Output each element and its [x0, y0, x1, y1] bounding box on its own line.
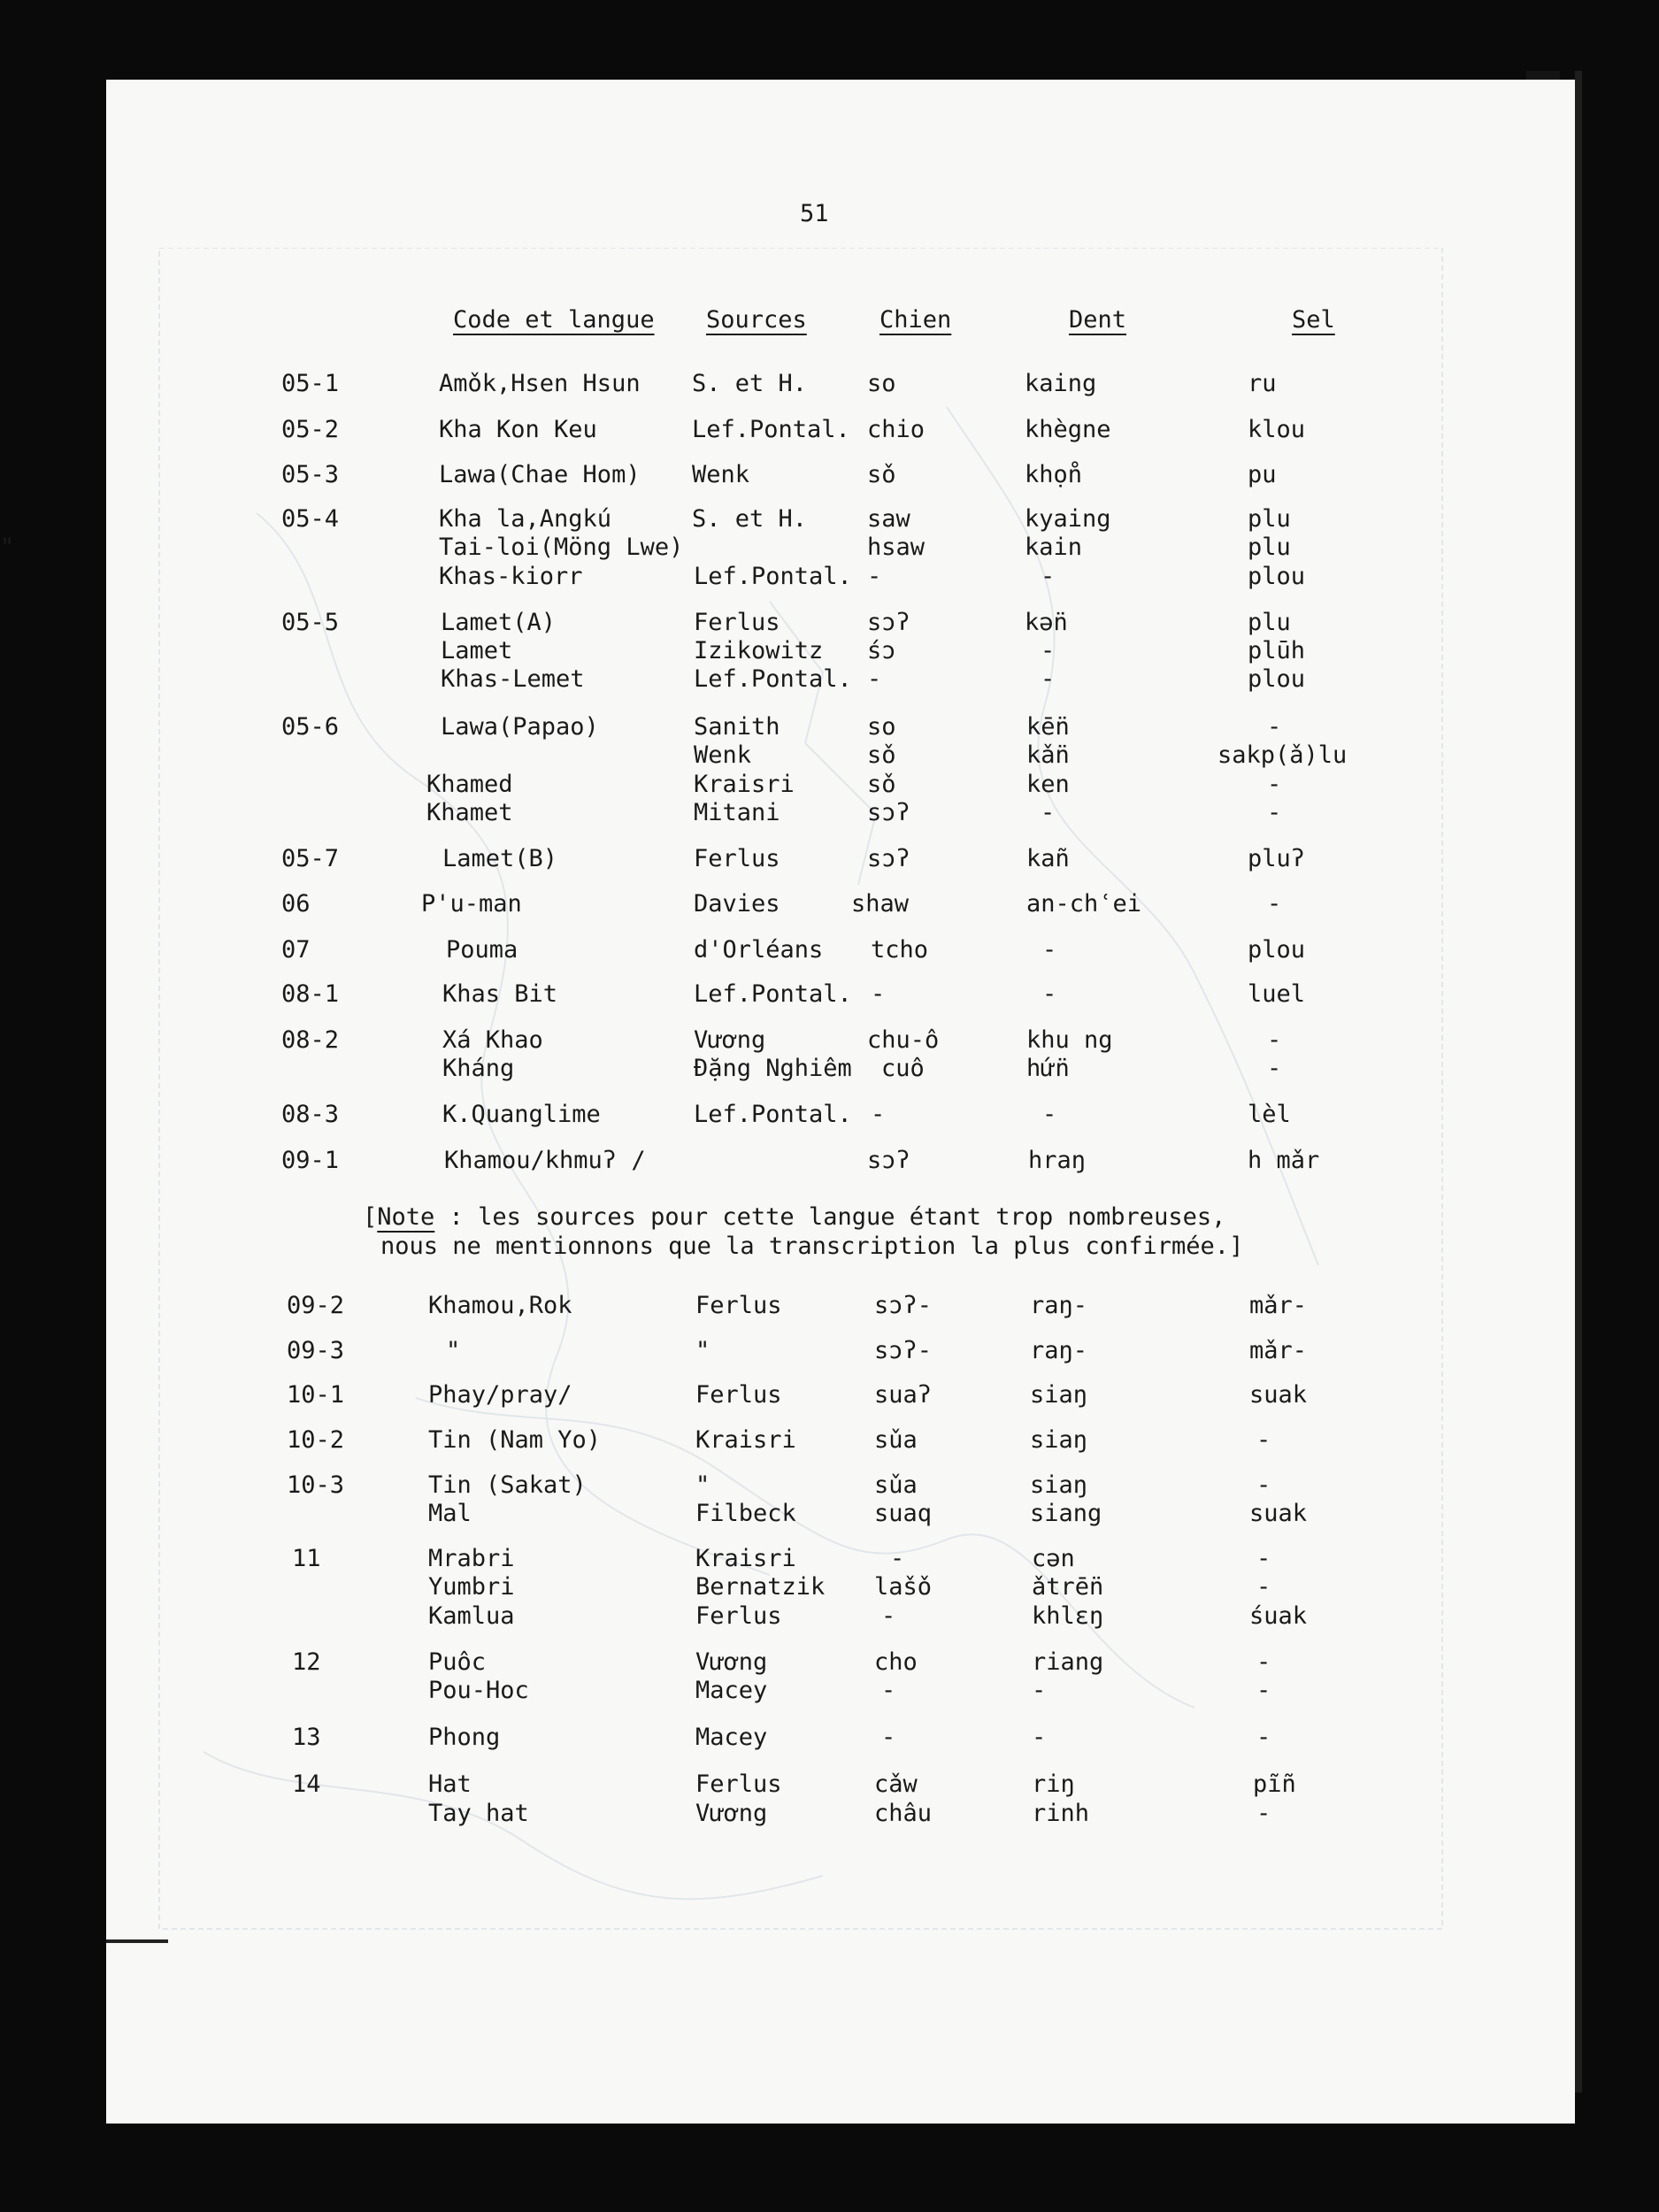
cell-dent: kyaing: [1025, 505, 1111, 533]
cell-lang: Mrabri: [428, 1545, 515, 1572]
cell-sel: -: [1267, 713, 1282, 741]
cell-chien: so: [867, 713, 896, 741]
note-line-1: [363, 1205, 1225, 1229]
cell-chien: saw: [867, 505, 910, 533]
cell-lang: Pou-Hoc: [428, 1677, 529, 1704]
cell-chien: sɔʔ: [867, 609, 910, 636]
cell-code: 08-2: [281, 1026, 340, 1054]
header-dent: Dent: [1069, 306, 1127, 334]
cell-sel: plou: [1248, 563, 1306, 590]
cell-sel: -: [1267, 1055, 1282, 1082]
note-line-2: nous ne mentionnons que la transcription la plus confirmée.]: [380, 1233, 1244, 1260]
cell-dent: siaŋ: [1030, 1471, 1088, 1499]
cell-source: Ferlus: [695, 1381, 782, 1409]
cell-sel: mǎr-: [1249, 1337, 1308, 1364]
note-label: Note: [377, 1203, 435, 1231]
cell-sel: -: [1256, 1426, 1271, 1454]
cell-sel: sakp(ǎ)lu: [1217, 741, 1348, 769]
cell-sel: plou: [1248, 665, 1306, 693]
cell-lang: Tin (Sakat): [428, 1471, 587, 1499]
note-text-1: : les sources pour cette langue étant trop nombreuses,: [434, 1203, 1226, 1231]
cell-source: ": [695, 1471, 710, 1499]
cell-code: 10-3: [287, 1471, 345, 1499]
header-sel: Sel: [1292, 306, 1335, 334]
cell-sel: -: [1256, 1677, 1271, 1704]
cell-source: Wenk: [694, 741, 752, 769]
cell-dent: -: [1032, 1724, 1047, 1751]
cell-lang: Khamet: [426, 799, 513, 826]
cell-code: 05-7: [281, 845, 340, 872]
cell-lang: Lamet(B): [442, 845, 558, 872]
cell-lang: Khas Bit: [442, 980, 558, 1008]
cell-chien: -: [867, 665, 882, 693]
cell-lang: Lamet: [441, 637, 513, 664]
cell-chien: so: [867, 370, 896, 397]
cell-sel: -: [1267, 890, 1282, 918]
cell-code: 08-1: [281, 980, 340, 1008]
cell-lang: Kháng: [442, 1055, 515, 1082]
cell-sel: -: [1267, 799, 1282, 826]
cell-source: Đặng Nghiêm: [694, 1055, 852, 1082]
cell-chien: sǒ: [867, 461, 896, 488]
cell-dent: siaŋ: [1030, 1426, 1088, 1454]
cell-source: d'Orléans: [694, 936, 824, 964]
cell-code: 05-1: [281, 370, 340, 397]
cell-source: Vương: [695, 1648, 768, 1676]
cell-chien: chio: [867, 416, 926, 443]
cell-chien: sɔʔ: [867, 845, 910, 872]
cell-source: Lef.Pontal.: [694, 980, 852, 1008]
cell-chien: cho: [874, 1648, 918, 1676]
cell-sel: plu: [1248, 609, 1291, 636]
cell-chien: tcho: [871, 936, 929, 964]
cell-sel: -: [1267, 771, 1282, 798]
cell-dent: khu ng: [1026, 1026, 1113, 1054]
cell-dent: ǎtrēn̈: [1032, 1573, 1104, 1601]
cell-lang: Hat: [428, 1770, 472, 1798]
cell-source: S. et H.: [692, 505, 808, 533]
cell-lang: Lamet(A): [441, 609, 557, 636]
cell-sel: pluʔ: [1248, 845, 1306, 872]
cell-chien: sǔa: [874, 1426, 918, 1454]
cell-chien: suaq: [874, 1500, 933, 1527]
cell-lang: Kha Kon Keu: [439, 416, 597, 443]
cell-source: Izikowitz: [694, 637, 824, 664]
cell-lang: Tai-loi(Möng Lwe): [439, 534, 684, 561]
cell-code: 05-6: [281, 713, 340, 741]
cell-lang: Yumbri: [428, 1573, 515, 1601]
cell-sel: -: [1256, 1724, 1271, 1751]
cell-chien: -: [871, 1101, 886, 1128]
cell-lang: Tay hat: [428, 1800, 529, 1827]
cell-lang: Khamou/khmuʔ /: [444, 1147, 646, 1174]
cell-source: Mitani: [694, 799, 780, 826]
cell-source: Vương: [694, 1026, 766, 1054]
cell-dent: raŋ-: [1030, 1292, 1088, 1319]
cell-lang: K.Quanglime: [442, 1101, 601, 1128]
cell-dent: -: [1042, 980, 1057, 1008]
cell-lang: Amǒk,Hsen Hsun: [439, 370, 641, 397]
page-number: 51: [800, 200, 829, 227]
cell-lang: Mal: [428, 1500, 472, 1527]
cell-sel: pĩñ: [1253, 1770, 1296, 1798]
cell-dent: raŋ-: [1030, 1337, 1088, 1364]
cell-sel: -: [1256, 1471, 1271, 1499]
cell-code: 10-1: [287, 1381, 345, 1409]
header-code-langue: Code et langue: [453, 306, 655, 334]
cell-sel: -: [1256, 1800, 1271, 1827]
cell-dent: khègne: [1025, 416, 1111, 443]
cell-sel: pu: [1248, 461, 1277, 488]
cell-chien: sɔʔ: [867, 799, 910, 826]
cell-code: 06: [281, 890, 311, 918]
book-edge: [1575, 71, 1582, 2093]
cell-sel: plūh: [1248, 637, 1306, 664]
cell-dent: kañ: [1026, 845, 1070, 872]
cell-sel: plu: [1248, 534, 1291, 561]
cell-chien: shaw: [851, 890, 910, 918]
cell-lang: Puôc: [428, 1648, 487, 1676]
cell-chien: -: [867, 563, 882, 590]
cell-dent: -: [1041, 665, 1056, 693]
cell-code: 05-4: [281, 505, 340, 533]
cell-sel: -: [1256, 1545, 1271, 1572]
cell-chien: -: [871, 980, 886, 1008]
cell-sel: plou: [1248, 936, 1306, 964]
cell-source: Vương: [695, 1800, 768, 1827]
cell-lang: Khas-kiorr: [439, 563, 583, 590]
cell-chien: cǎw: [874, 1770, 918, 1798]
cell-code: 08-3: [281, 1101, 340, 1128]
cell-lang: P'u-man: [421, 890, 522, 918]
cell-dent: siang: [1030, 1500, 1102, 1527]
cell-dent: -: [1041, 799, 1056, 826]
cell-sel: h mǎr: [1248, 1147, 1320, 1174]
cell-source: Sanith: [694, 713, 780, 741]
cell-code: 05-5: [281, 609, 340, 636]
margin-mark: [106, 1939, 168, 1943]
cell-chien: sǔa: [874, 1471, 918, 1499]
cell-chien: suaʔ: [874, 1381, 933, 1409]
cell-source: Macey: [695, 1677, 768, 1704]
cell-lang: Khamed: [426, 771, 513, 798]
cell-chien: sǒ: [867, 741, 896, 769]
cell-lang: Khamou,Rok: [428, 1292, 572, 1319]
cell-code: 05-3: [281, 461, 340, 488]
cell-code: 09-3: [287, 1337, 345, 1364]
cell-sel: klou: [1248, 416, 1306, 443]
cell-source: Lef.Pontal.: [694, 1101, 852, 1128]
cell-lang: Lawa(Papao): [441, 713, 599, 741]
cell-dent: hraŋ: [1028, 1147, 1087, 1174]
cell-sel: suak: [1249, 1500, 1308, 1527]
cell-sel: suak: [1249, 1381, 1308, 1409]
cell-dent: -: [1042, 1101, 1057, 1128]
cell-source: Ferlus: [694, 609, 780, 636]
cell-lang: ": [446, 1337, 461, 1364]
cell-source: Ferlus: [695, 1292, 782, 1319]
cell-dent: khọn̊: [1025, 461, 1083, 488]
cell-lang: Xá Khao: [442, 1026, 543, 1054]
cell-source: Lef.Pontal.: [694, 563, 852, 590]
header-sources: Sources: [706, 306, 807, 334]
cell-sel: luel: [1248, 980, 1306, 1008]
cell-source: Ferlus: [694, 845, 780, 872]
cell-source: Ferlus: [695, 1770, 782, 1798]
cell-chien: -: [881, 1724, 896, 1751]
cell-source: Ferlus: [695, 1602, 782, 1630]
cell-dent: kən̈: [1025, 609, 1068, 636]
cell-dent: hứn̈: [1026, 1055, 1070, 1082]
cell-chien: sɔʔ-: [874, 1292, 933, 1319]
cell-code: 09-2: [287, 1292, 345, 1319]
cell-dent: an-chʿei: [1026, 890, 1142, 918]
cell-dent: -: [1041, 637, 1056, 664]
cell-source: Lef.Pontal.: [694, 665, 852, 693]
cell-lang: Tin (Nam Yo): [428, 1426, 602, 1454]
cell-sel: lèl: [1248, 1101, 1291, 1128]
note-bracket: [: [363, 1203, 378, 1231]
cell-lang: Pouma: [446, 936, 518, 964]
cell-chien: -: [881, 1602, 896, 1630]
cell-lang: Khas-Lemet: [441, 665, 585, 693]
cell-sel: -: [1256, 1648, 1271, 1676]
cell-chien: cuô: [881, 1055, 925, 1082]
cell-dent: siaŋ: [1030, 1381, 1088, 1409]
cell-dent: ken: [1026, 771, 1070, 798]
cell-code: 14: [292, 1770, 321, 1798]
cell-dent: kaing: [1025, 370, 1097, 397]
cell-source: Filbeck: [695, 1500, 796, 1527]
cell-sel: plu: [1248, 505, 1291, 533]
cell-code: 12: [292, 1648, 321, 1676]
cell-dent: -: [1032, 1677, 1047, 1704]
cell-lang: Phay/pray/: [428, 1381, 572, 1409]
cell-sel: ru: [1248, 370, 1277, 397]
cell-source: Davies: [694, 890, 780, 918]
cell-code: 10-2: [287, 1426, 345, 1454]
cell-chien: -: [890, 1545, 905, 1572]
cell-dent: rinh: [1032, 1800, 1090, 1827]
cell-chien: sɔʔ-: [874, 1337, 933, 1364]
cell-chien: sɔʔ: [867, 1147, 910, 1174]
cell-source: ": [695, 1337, 710, 1364]
cell-sel: -: [1256, 1573, 1271, 1601]
cell-chien: sǒ: [867, 771, 896, 798]
cell-source: Kraisri: [695, 1545, 796, 1572]
cell-lang: Kha la,Angkú: [439, 505, 612, 533]
cell-sel: mǎr-: [1249, 1292, 1308, 1319]
cell-dent: khlɛŋ: [1032, 1602, 1104, 1630]
cell-source: Kraisri: [694, 771, 795, 798]
cell-source: Macey: [695, 1724, 768, 1751]
cell-dent: kēn̈: [1026, 713, 1070, 741]
cell-code: 07: [281, 936, 311, 964]
cell-chien: châu: [874, 1800, 933, 1827]
cell-lang: Kamlua: [428, 1602, 515, 1630]
cell-source: Kraisri: [695, 1426, 796, 1454]
cell-chien: lašǒ: [874, 1573, 933, 1601]
header-chien: Chien: [879, 306, 952, 334]
cell-source: ": [0, 534, 15, 561]
cell-source: Wenk: [692, 461, 750, 488]
cell-dent: -: [1042, 936, 1057, 964]
cell-source: S. et H.: [692, 370, 808, 397]
cell-chien: chu-ô: [867, 1026, 940, 1054]
cell-code: 05-2: [281, 416, 340, 443]
cell-sel: -: [1267, 1026, 1282, 1054]
cell-code: 13: [292, 1724, 321, 1751]
cell-dent: kain: [1025, 534, 1083, 561]
cell-chien: śɔ: [867, 637, 896, 664]
cell-dent: -: [1041, 563, 1056, 590]
cell-code: 09-1: [281, 1147, 340, 1174]
cell-source: Bernatzik: [695, 1573, 826, 1601]
cell-chien: hsaw: [867, 534, 926, 561]
cell-dent: kǎn̈: [1026, 741, 1070, 769]
cell-dent: riang: [1032, 1648, 1104, 1676]
cell-lang: Phong: [428, 1724, 501, 1751]
cell-dent: cən: [1032, 1545, 1075, 1572]
cell-chien: -: [881, 1677, 896, 1704]
cell-dent: riŋ: [1032, 1770, 1075, 1798]
cell-code: 11: [292, 1545, 321, 1572]
cell-source: Lef.Pontal.: [692, 416, 850, 443]
cell-sel: śuak: [1249, 1602, 1308, 1630]
cell-lang: Lawa(Chae Hom): [439, 461, 641, 488]
